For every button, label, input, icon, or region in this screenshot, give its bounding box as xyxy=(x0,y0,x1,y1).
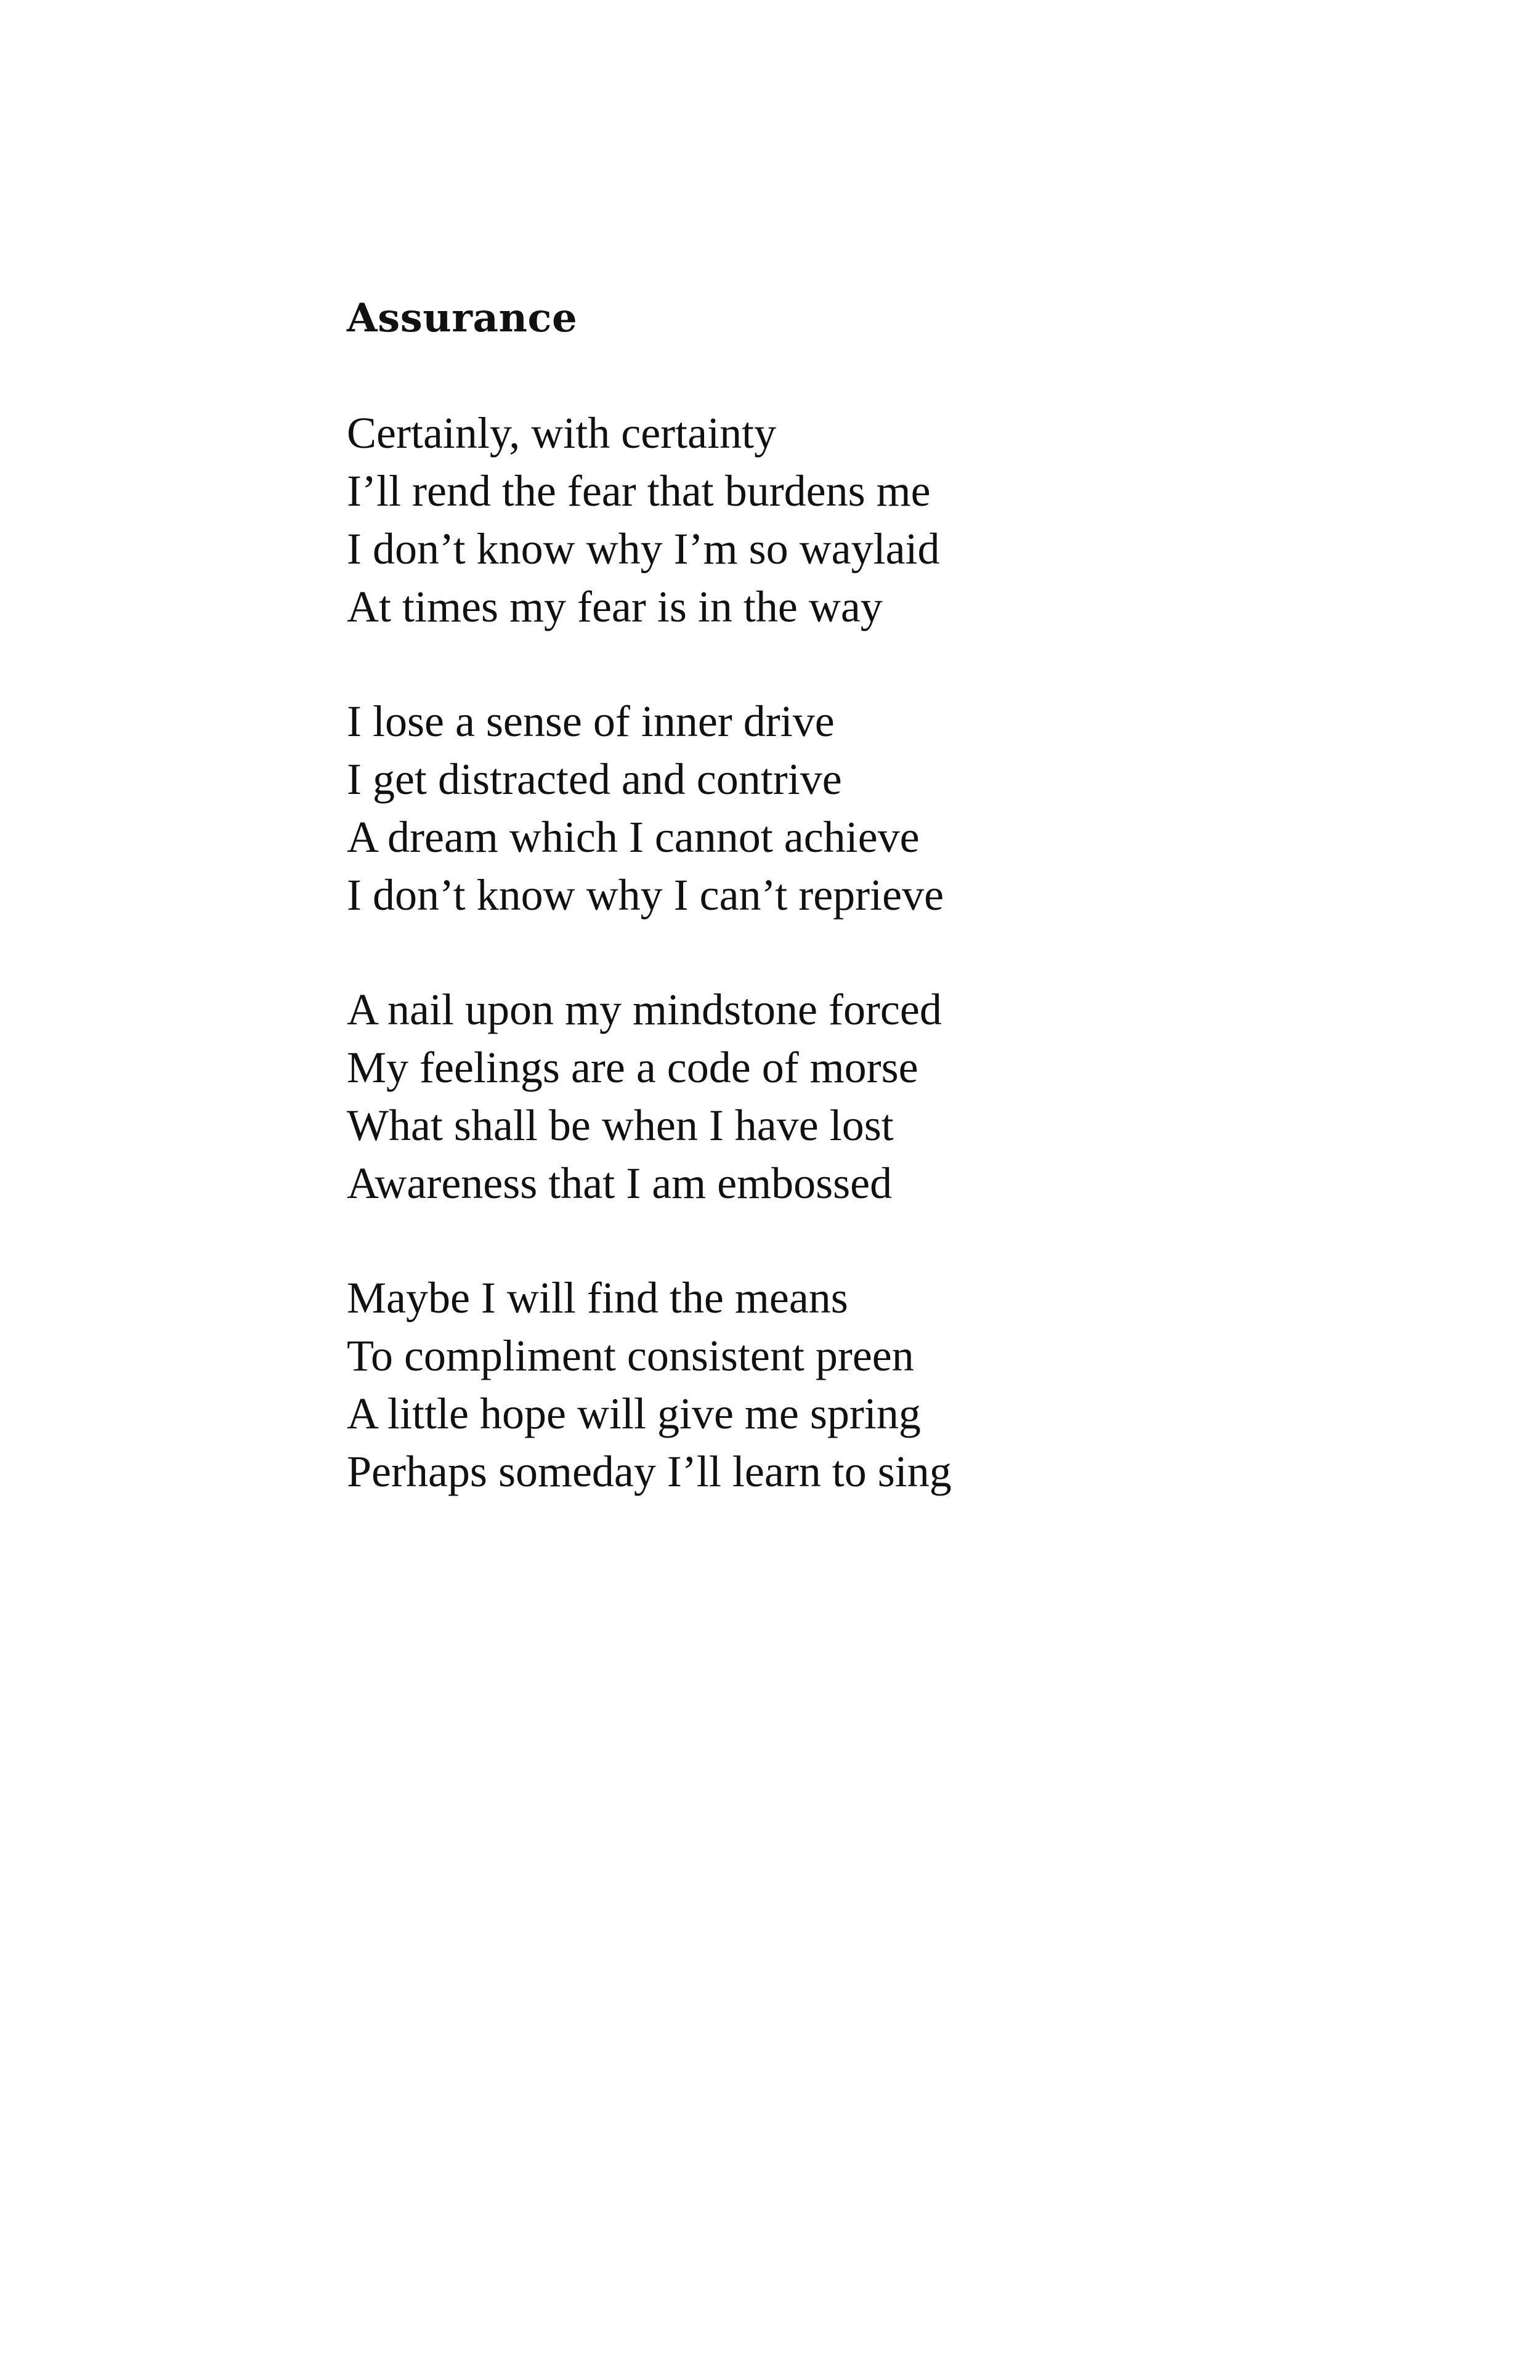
stanza-3 xyxy=(347,981,1394,1212)
stanza-spacer xyxy=(347,924,1394,981)
poem-line: Certainly, with certainty xyxy=(347,408,777,458)
poem-line: At times my fear is in the way xyxy=(347,582,883,631)
poem-line: I get distracted and contrive xyxy=(347,755,842,804)
poem-line: A little hope will give me spring xyxy=(347,1389,921,1438)
poem xyxy=(347,289,1394,1500)
poem-line: Awareness that I am embossed xyxy=(347,1159,893,1208)
title-spacer xyxy=(347,347,1394,404)
poem-line: A nail upon my mindstone forced xyxy=(347,985,942,1034)
poem-line: I’ll rend the fear that burdens me xyxy=(347,466,931,516)
poem-line: Maybe I will find the means xyxy=(347,1273,848,1322)
poem-line: My feelings are a code of morse xyxy=(347,1043,918,1092)
poem-line: To compliment consistent preen xyxy=(347,1331,914,1380)
stanza-spacer xyxy=(347,636,1394,692)
poem-line: Perhaps someday I’ll learn to sing xyxy=(347,1447,952,1496)
poem-line: A dream which I cannot achieve xyxy=(347,812,920,862)
stanza-1 xyxy=(347,404,1394,636)
poem-line: I lose a sense of inner drive xyxy=(347,697,835,746)
poem-line: What shall be when I have lost xyxy=(347,1101,894,1150)
stanza-4 xyxy=(347,1269,1394,1500)
stanza-spacer xyxy=(347,1212,1394,1269)
stanza-2 xyxy=(347,692,1394,924)
poem-title: Assurance xyxy=(347,295,578,341)
poem-line: I don’t know why I can’t reprieve xyxy=(347,870,944,920)
poem-line: I don’t know why I’m so waylaid xyxy=(347,524,940,573)
